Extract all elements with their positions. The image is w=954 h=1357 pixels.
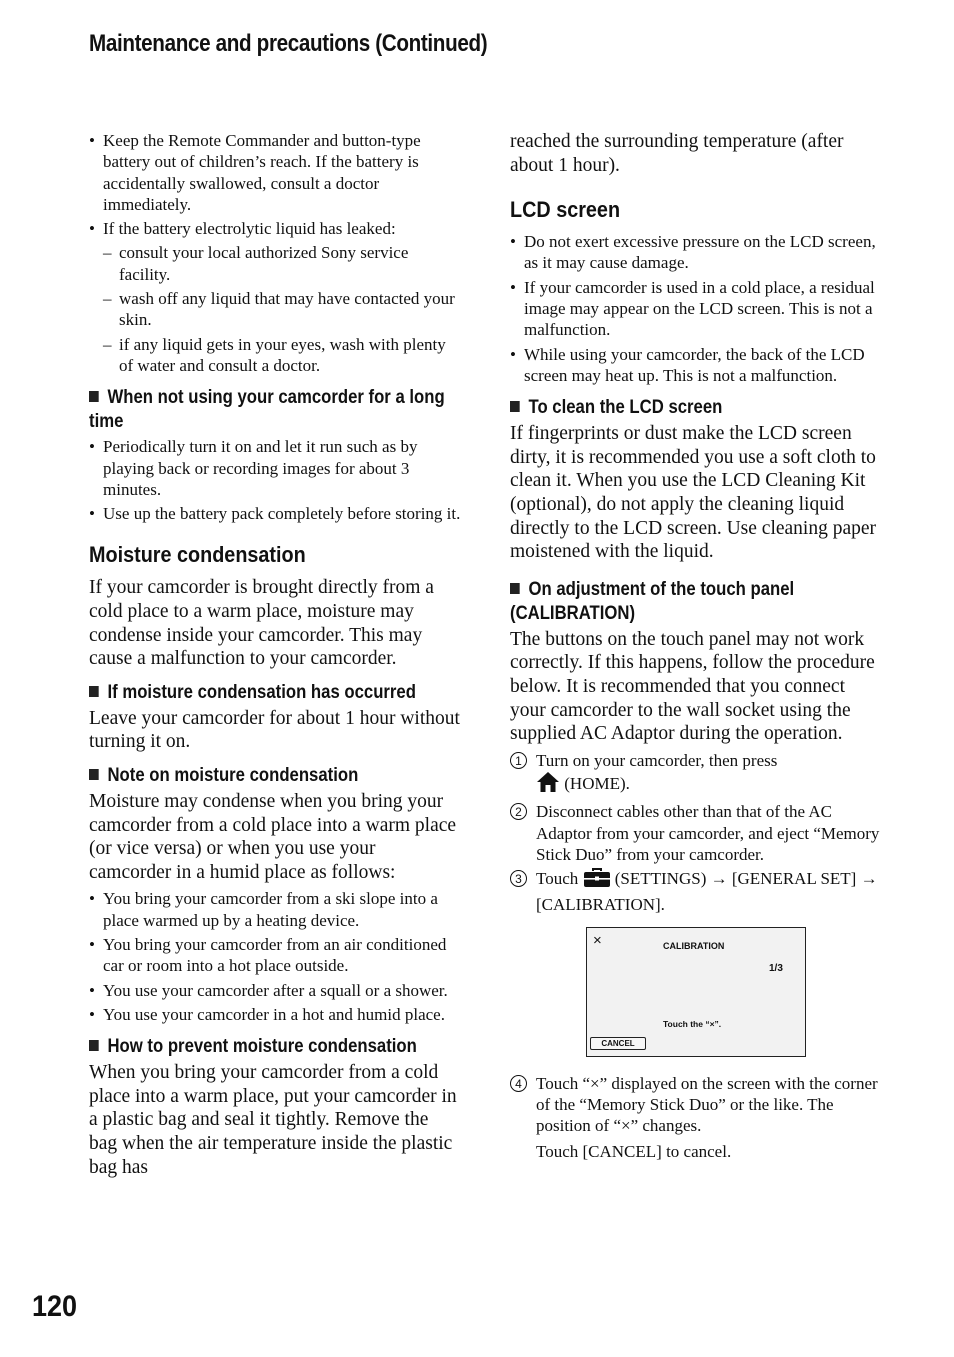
- step-item: [510, 750, 882, 799]
- not-using-bullets: [89, 436, 461, 524]
- step-number: 1: [510, 752, 527, 769]
- square-bullet-icon: [89, 769, 99, 780]
- step-text: Disconnect cables other than that of the AC Adaptor from your camcorder, and eject “Memory Stick Duo” from your camcorder.: [536, 802, 880, 864]
- list-item: • While using your camcorder, the back of the LCD screen may heat up. This is not a malfunction.: [510, 344, 882, 387]
- moisture-intro: If your camcorder is brought directly from a cold place to a warm place, moisture may condense inside your camcorder. This may cause a malfunction to your camcorder.: [89, 577, 434, 670]
- subheading-text: To clean the LCD screen: [528, 397, 723, 419]
- list-item: • Do not exert excessive pressure on the LCD screen, as it may cause damage.: [510, 231, 882, 274]
- subheading-clean: [510, 396, 880, 420]
- subheading-text: Note on moisture condensation: [107, 765, 359, 787]
- subheading-text: How to prevent moisture condensation: [107, 1036, 417, 1058]
- square-bullet-icon: [89, 1040, 99, 1051]
- calibration-steps-continued: [510, 1073, 882, 1162]
- step-number: 4: [510, 1075, 527, 1092]
- left-column: [89, 130, 461, 1179]
- step-item: [510, 1073, 882, 1162]
- subheading-text: When not using your camcorder for a long time: [89, 387, 445, 433]
- step-note: Touch [CANCEL] to cancel.: [536, 1141, 732, 1161]
- subheading-text: On adjustment of the touch panel (CALIBRATION): [510, 578, 795, 624]
- calibration-text: The buttons on the touch panel may not work correctly. If this happens, follow the procedure below. It is recommended that you connect your camcorder to the wall socket using the supplied AC Adaptor during the operation.: [510, 628, 875, 745]
- continued-text: reached the surrounding temperature (after about 1 hour).: [510, 131, 844, 176]
- page-header-title: Maintenance and precautions (Continued): [89, 30, 488, 57]
- subheading-occurred: [89, 681, 459, 705]
- step-text: Touch “×” displayed on the screen with the corner of the “Memory Stick Duo” or the like. The position of “×” changes.: [536, 1073, 878, 1136]
- square-bullet-icon: [510, 401, 520, 412]
- step-number: 3: [510, 870, 527, 887]
- screen-instruction: Touch the “×”.: [663, 1018, 722, 1029]
- calibration-steps: [510, 750, 882, 915]
- screen-title: CALIBRATION: [663, 940, 725, 951]
- subheading-text: If moisture condensation has occurred: [107, 681, 416, 703]
- lcd-bullets: [510, 231, 882, 386]
- step-item: [510, 868, 882, 915]
- step-text: (SETTINGS) → [GENERAL SET] → [CALIBRATION].: [536, 869, 878, 914]
- step-text: Touch: [536, 869, 579, 889]
- list-item: • You use your camcorder in a hot and humid place.: [89, 1004, 461, 1025]
- step-item: [510, 801, 882, 865]
- screen-cancel-button: CANCEL: [590, 1037, 646, 1050]
- square-bullet-icon: [89, 686, 99, 697]
- note-bullets: [89, 888, 461, 1025]
- list-item: [89, 218, 461, 376]
- section-heading-lcd: LCD screen: [510, 197, 621, 223]
- leak-dash-list: [103, 242, 461, 376]
- list-item: • You bring your camcorder from a ski slope into a place warmed up by a heating device.: [89, 888, 461, 931]
- step-text: (HOME).: [564, 774, 630, 794]
- battery-bullets: [89, 130, 461, 376]
- clean-text: If fingerprints or dust make the LCD screen dirty, it is recommended you use a soft cloth to clean it. When you use the LCD Cleaning Kit (optional), do not apply the cleaning liquid directly to the LCD screen. Use cleaning paper moistened with the liquid.: [510, 423, 877, 563]
- step-number: 2: [510, 803, 527, 820]
- subheading-note: [89, 764, 459, 788]
- list-item: • Periodically turn it on and let it run such as by playing back or recording images for about 3 minutes.: [89, 436, 461, 500]
- dash-item: – consult your local authorized Sony service facility.: [103, 242, 461, 285]
- right-column: [510, 130, 882, 1165]
- subheading-calibration: [510, 578, 880, 626]
- step-text: Turn on your camcorder, then press: [536, 750, 778, 770]
- occurred-text: Leave your camcorder for about 1 hour without turning it on.: [89, 707, 460, 753]
- dash-item: – wash off any liquid that may have contacted your skin.: [103, 288, 461, 331]
- square-bullet-icon: [89, 391, 99, 402]
- toolbox-settings-icon: [583, 868, 611, 893]
- close-icon: ×: [593, 931, 602, 949]
- subheading-prevent: [89, 1035, 459, 1059]
- list-item: • If your camcorder is used in a cold place, a residual image may appear on the LCD screen. This is not a malfunction.: [510, 277, 882, 341]
- screen-page-indicator: 1/3: [769, 962, 783, 974]
- list-item: • You bring your camcorder from an air conditioned car or room into a hot place outside.: [89, 934, 461, 977]
- square-bullet-icon: [510, 583, 520, 594]
- calibration-screen-illustration: [586, 927, 806, 1057]
- list-item: • Use up the battery pack completely before storing it.: [89, 503, 461, 524]
- home-icon: [536, 771, 560, 798]
- prevent-text: When you bring your camcorder from a cold place into a warm place, put your camcorder in a plastic bag and seal it tightly. Remove the bag when the air temperature inside the plastic bag has: [89, 1062, 457, 1178]
- list-item: • You use your camcorder after a squall or a shower.: [89, 980, 461, 1001]
- note-text: Moisture may condense when you bring your camcorder from a cold place into a warm place (or vice versa) or when you use your camcorder in a humid place as follows:: [89, 791, 457, 883]
- section-heading-moisture: Moisture condensation: [89, 542, 306, 568]
- page-number: 120: [32, 1290, 78, 1323]
- list-item-text: If the battery electrolytic liquid has leaked:: [103, 219, 396, 239]
- subheading-not-using: [89, 386, 459, 434]
- dash-item: – if any liquid gets in your eyes, wash with plenty of water and consult a doctor.: [103, 334, 461, 377]
- list-item: • Keep the Remote Commander and button-type battery out of children’s reach. If the battery is accidentally swallowed, consult a doctor immediately.: [89, 130, 461, 215]
